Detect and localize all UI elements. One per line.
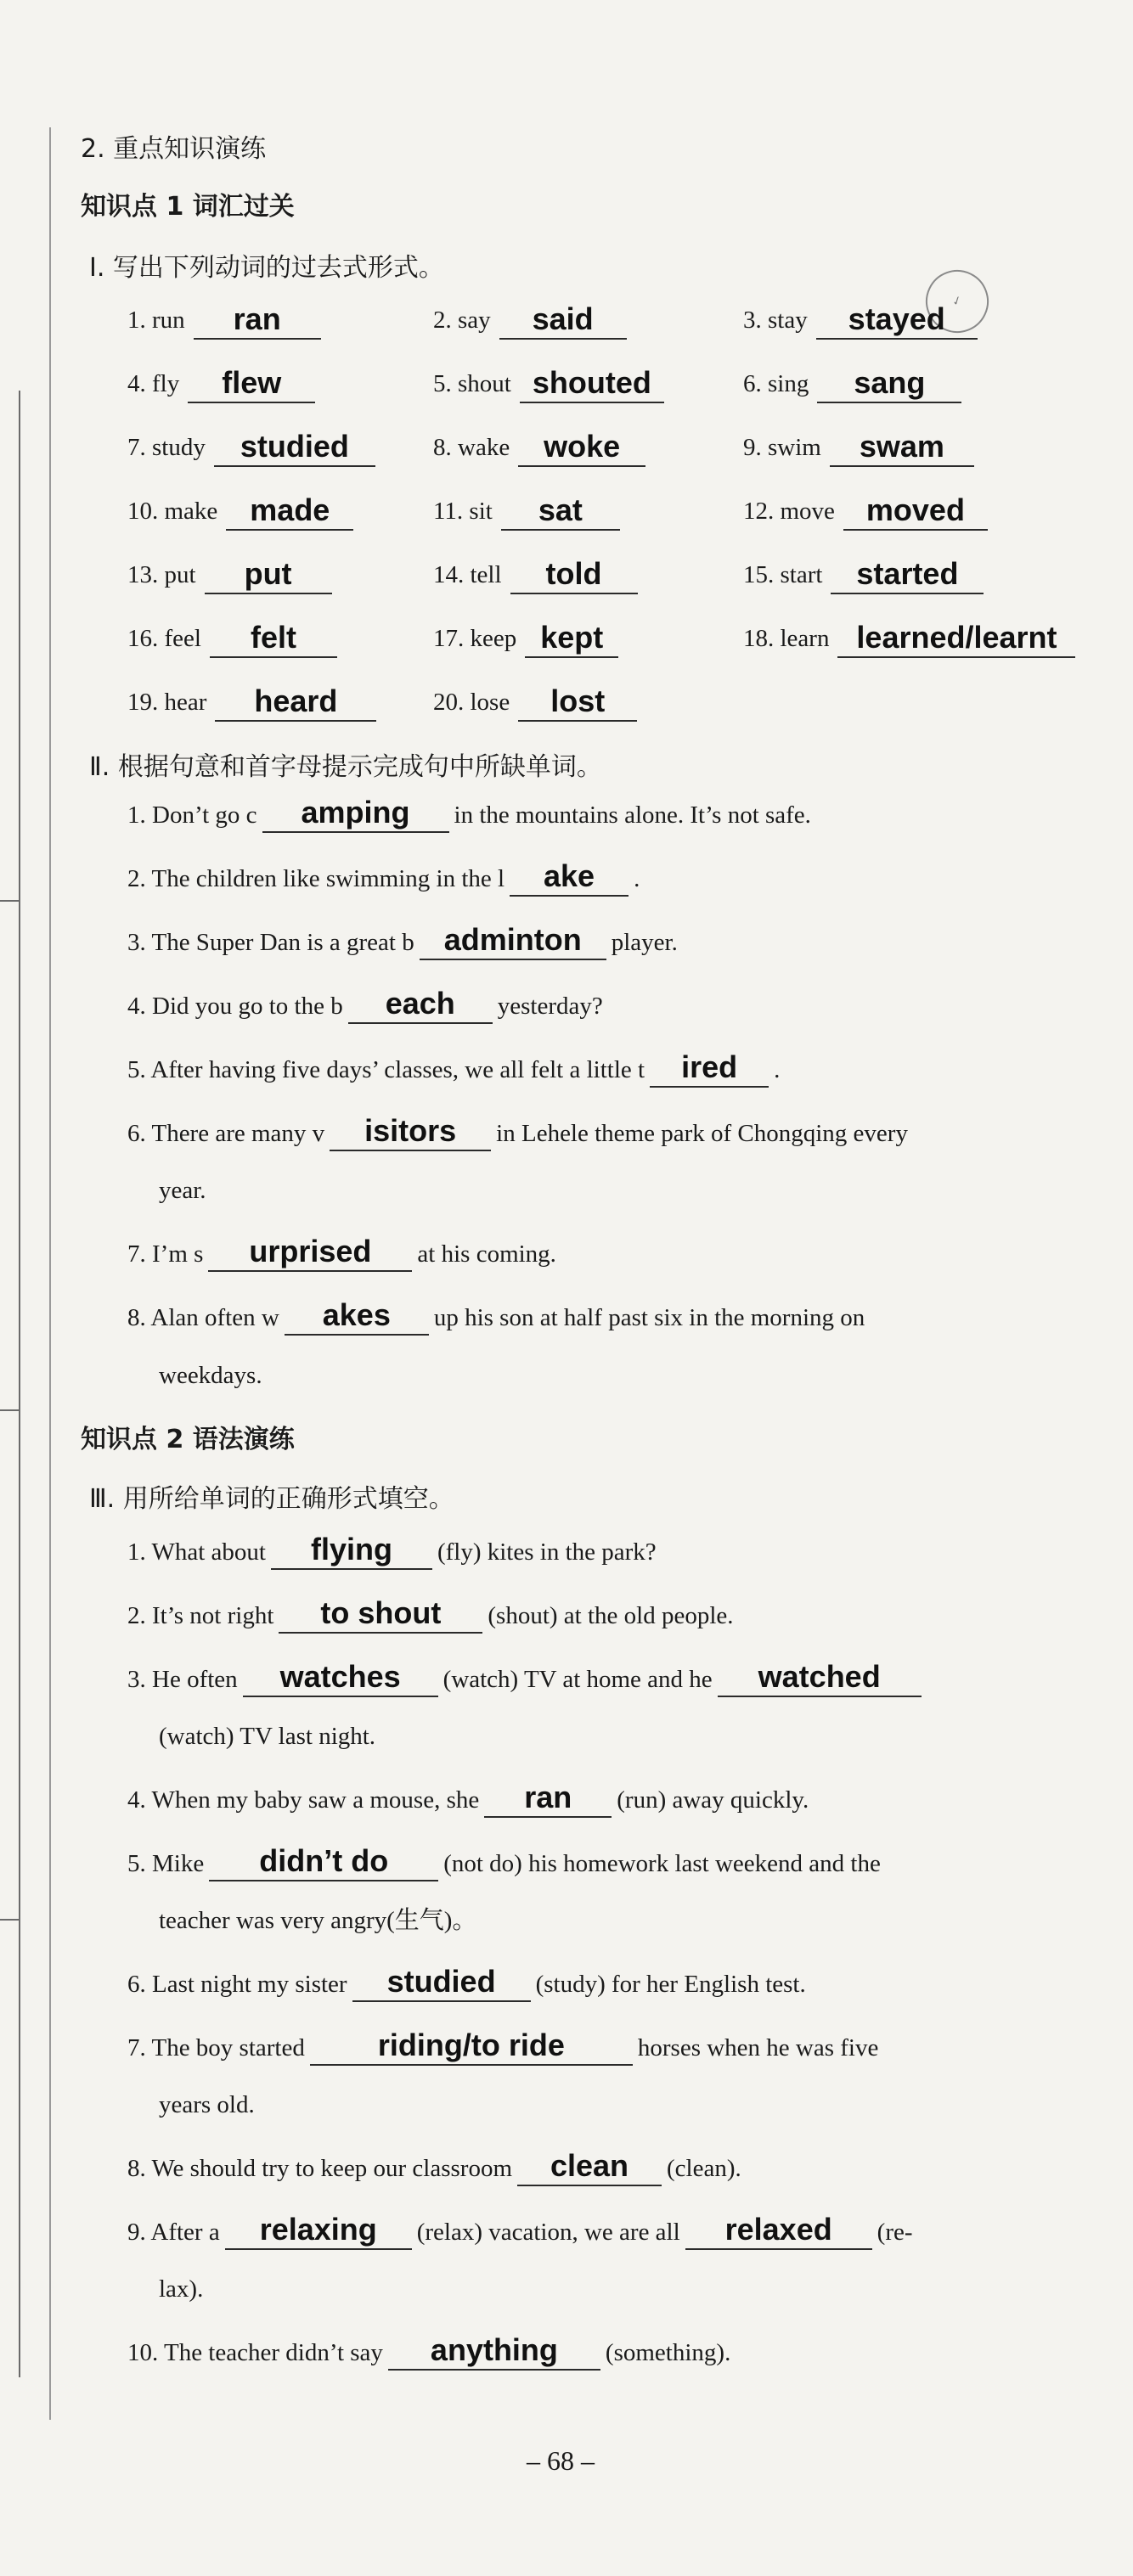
sentence-text: 3. The Super Dan is a great b — [127, 929, 414, 956]
item-label: 15. start — [743, 561, 823, 588]
sentence-text: (study) for her English test. — [535, 1971, 806, 1998]
item-label: 11. sit — [433, 498, 493, 525]
answer: sat — [501, 492, 620, 531]
item-label: 10. make — [127, 498, 218, 525]
sentence — [127, 1590, 734, 1641]
item-label: 7. study — [127, 434, 206, 461]
verb-row — [81, 607, 1100, 658]
stamp-mark: ✓ — [917, 262, 998, 342]
sentence — [127, 1775, 809, 1825]
answer: learned/learnt — [837, 619, 1075, 658]
item-label: 8. wake — [433, 434, 510, 461]
answer: made — [226, 492, 353, 531]
sentence — [127, 1654, 927, 1705]
answer: stayed — [816, 301, 978, 340]
sentence — [127, 917, 678, 968]
sentence-text: (something). — [605, 2339, 731, 2366]
answer: felt — [210, 619, 337, 658]
answer: amping — [262, 794, 449, 833]
answer: lost — [518, 683, 637, 722]
sentence-text: 8. Alan often w — [127, 1304, 279, 1331]
sentence-continuation: lax). — [159, 2275, 204, 2303]
sentence-text: . — [774, 1056, 781, 1083]
sentence-text: in the mountains alone. It’s not safe. — [454, 801, 811, 829]
sentence — [127, 1229, 556, 1280]
part1-instruction: Ⅰ. 写出下列动词的过去式形式。 — [89, 253, 444, 283]
sentence-text: 7. The boy started — [127, 2034, 305, 2061]
item-label: 20. lose — [433, 689, 510, 716]
sentence-text: 1. What about — [127, 1538, 266, 1566]
sentence-text: at his coming. — [417, 1240, 556, 1268]
sentence-text: (relax) vacation, we are all — [416, 2219, 680, 2246]
sentence-continuation: (watch) TV last night. — [159, 1723, 376, 1750]
item-label: 16. feel — [127, 625, 201, 652]
sentence-text: in Lehele theme park of Chongqing every — [496, 1120, 908, 1147]
sentence — [127, 853, 640, 904]
sentence-text: . — [634, 865, 640, 892]
sentence-text: player. — [611, 929, 678, 956]
answer: flying — [271, 1531, 432, 1570]
verb-row — [81, 480, 1100, 531]
sentence-continuation: weekdays. — [159, 1362, 262, 1389]
margin-rule — [49, 127, 51, 2420]
sentence-continuation: teacher was very angry(生气)。 — [159, 1907, 477, 1934]
answer: akes — [285, 1296, 429, 1336]
sentence-text: (not do) his homework last weekend and the — [443, 1850, 881, 1877]
sentence-text: (watch) TV at home and he — [442, 1666, 713, 1693]
answer: riding/to ride — [310, 2027, 633, 2066]
sentence-text: (run) away quickly. — [617, 1786, 809, 1814]
item-label: 1. run — [127, 307, 185, 334]
answer: shouted — [520, 364, 664, 403]
answer: put — [205, 555, 332, 594]
answer: moved — [843, 492, 988, 531]
sentence-text: 6. Last night my sister — [127, 1971, 347, 1998]
item-label: 9. swim — [743, 434, 821, 461]
answer: isitors — [330, 1112, 491, 1151]
sentence-text: (re- — [877, 2219, 913, 2246]
answer: watched — [718, 1658, 922, 1697]
sentence — [127, 2022, 878, 2073]
sentence-text: 1. Don’t go c — [127, 801, 257, 829]
binding-frame — [0, 391, 20, 2377]
answer: heard — [215, 683, 376, 722]
answer: said — [499, 301, 627, 340]
item-label: 14. tell — [433, 561, 502, 588]
sentence-text: 3. He often — [127, 1666, 238, 1693]
answer: sang — [817, 364, 961, 403]
answer: urprised — [208, 1233, 412, 1272]
answer: adminton — [420, 921, 606, 960]
answer: clean — [517, 2147, 662, 2186]
answer: told — [510, 555, 638, 594]
sentence-text: 7. I’m s — [127, 1240, 204, 1268]
answer: relaxing — [225, 2211, 412, 2250]
answer: kept — [525, 619, 618, 658]
answer: to shout — [279, 1595, 482, 1634]
sentence-text: 5. After having five days’ classes, we all felt a little t — [127, 1056, 645, 1083]
sentence-text: 5. Mike — [127, 1850, 205, 1877]
sentence-text: 8. We should try to keep our classroom — [127, 2155, 512, 2182]
sentence — [127, 790, 811, 841]
sentence-text: yesterday? — [497, 993, 603, 1020]
answer: ired — [650, 1049, 769, 1088]
item-label: 12. move — [743, 498, 835, 525]
frame-mark — [0, 1409, 19, 1411]
part2-instruction: Ⅱ. 根据句意和首字母提示完成句中所缺单词。 — [89, 752, 602, 782]
sentence-text: 9. After a — [127, 2219, 220, 2246]
answer: started — [831, 555, 984, 594]
sentence — [127, 981, 603, 1032]
item-label: 13. put — [127, 561, 196, 588]
part3-instruction: Ⅲ. 用所给单词的正确形式填空。 — [89, 1484, 454, 1514]
sentence-text: (shout) at the old people. — [488, 1602, 734, 1629]
item-label: 3. stay — [743, 307, 808, 334]
answer: didn’t do — [209, 1842, 438, 1881]
answer: each — [348, 985, 493, 1024]
section-title: 2. 重点知识演练 — [81, 134, 267, 164]
sentence — [127, 1838, 881, 1889]
verb-row — [81, 543, 1100, 594]
answer: woke — [518, 428, 645, 467]
sentence — [127, 2207, 913, 2258]
frame-mark — [0, 900, 19, 902]
sentence-text: horses when he was five — [637, 2034, 879, 2061]
sentence — [127, 2143, 741, 2194]
sentence-text: 2. It’s not right — [127, 1602, 274, 1629]
sentence — [127, 1292, 865, 1343]
verb-row — [81, 671, 1100, 722]
sentence-text: 2. The children like swimming in the l — [127, 865, 505, 892]
sentence-continuation: years old. — [159, 2091, 255, 2118]
item-label: 4. fly — [127, 370, 180, 397]
sentence-text: 4. When my baby saw a mouse, she — [127, 1786, 480, 1814]
answer: flew — [188, 364, 315, 403]
item-label: 19. hear — [127, 689, 207, 716]
sentence-text: 10. The teacher didn’t say — [127, 2339, 383, 2366]
answer: anything — [388, 2331, 600, 2371]
item-label: 5. shout — [433, 370, 511, 397]
item-label: 6. sing — [743, 370, 809, 397]
answer: studied — [214, 428, 375, 467]
sentence-text: 4. Did you go to the b — [127, 993, 343, 1020]
item-label: 18. learn — [743, 625, 830, 652]
item-label: 2. say — [433, 307, 491, 334]
sentence — [127, 1044, 780, 1095]
item-label: 17. keep — [433, 625, 517, 652]
verb-row — [81, 416, 1100, 467]
sentence-text: (clean). — [667, 2155, 741, 2182]
sentence — [127, 1959, 806, 2010]
sentence-text: 6. There are many v — [127, 1120, 325, 1147]
frame-mark — [0, 1919, 19, 1921]
answer: watches — [243, 1658, 438, 1697]
sentence-continuation: year. — [159, 1177, 206, 1204]
sentence-text: up his son at half past six in the morning on — [433, 1304, 865, 1331]
sentence-text: (fly) kites in the park? — [437, 1538, 657, 1566]
sentence — [127, 1527, 657, 1578]
verb-row — [81, 352, 1100, 403]
sentence — [127, 1108, 908, 1159]
verb-row — [81, 289, 1100, 340]
answer: ran — [194, 301, 321, 340]
knowledge-point-1-title: 知识点 1 词汇过关 — [81, 192, 295, 222]
answer: swam — [830, 428, 974, 467]
answer: relaxed — [685, 2211, 872, 2250]
page-number: – 68 – — [527, 2445, 595, 2476]
answer: studied — [352, 1963, 531, 2002]
knowledge-point-2-title: 知识点 2 语法演练 — [81, 1425, 295, 1454]
sentence — [127, 2327, 730, 2378]
answer: ake — [510, 858, 629, 897]
answer: ran — [484, 1779, 612, 1818]
